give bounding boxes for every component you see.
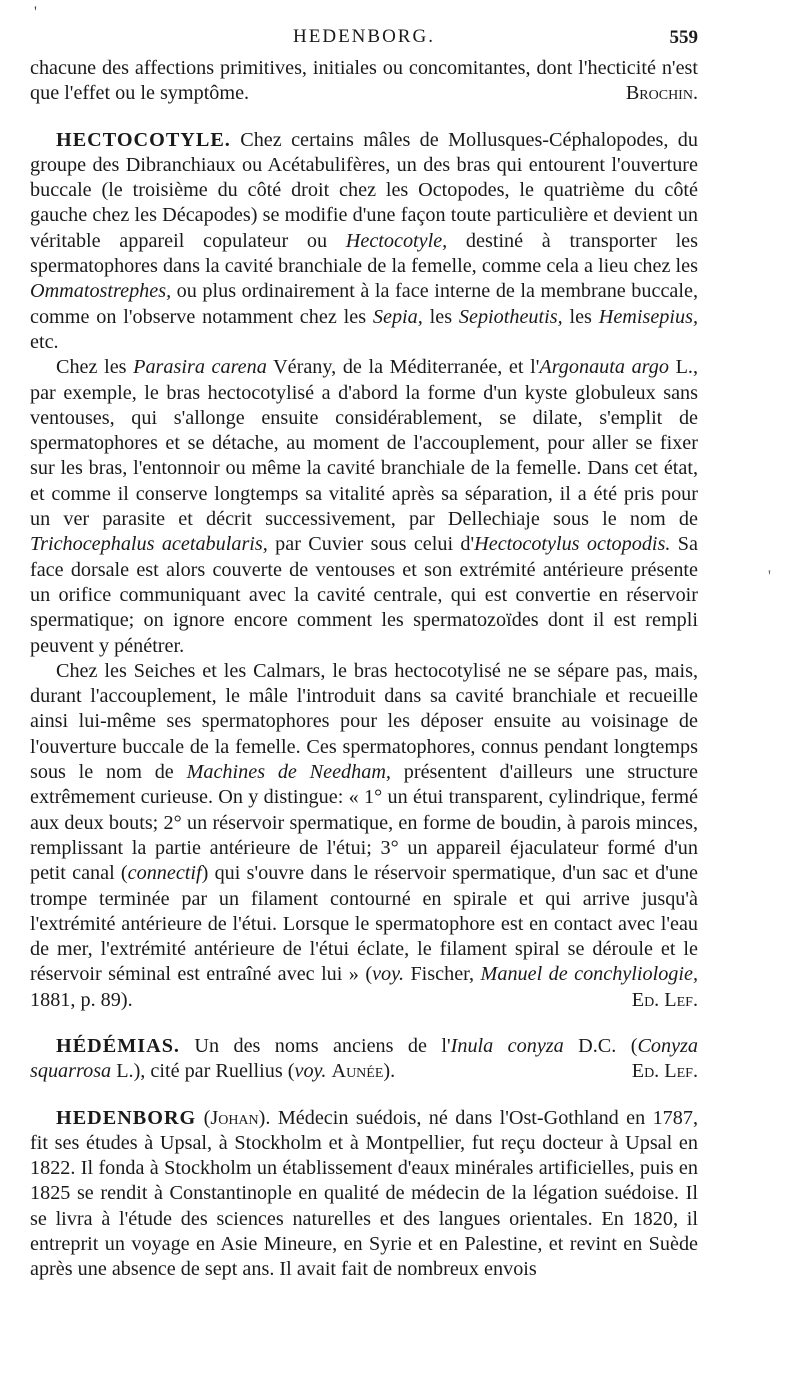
text-run: etc.: [30, 330, 59, 353]
paragraph-text: chacune des affections primitives, initiales ou concomitantes, dont l'hecticité n'est que l'effet ou le symptôme.: [30, 57, 698, 105]
page-header: [30, 26, 698, 50]
italic-term: connectif: [127, 862, 202, 885]
paragraph: [30, 1106, 698, 1283]
margin-mark: ': [34, 4, 37, 21]
page-number: 559: [669, 27, 698, 48]
text-run: L.), cité par Ruellius (: [111, 1060, 295, 1083]
headword: HEDENBORG: [56, 1106, 197, 1129]
italic-term: Hectocotyle,: [345, 229, 448, 252]
margin-mark: ': [768, 568, 771, 585]
text-run: 1881, p. 89).: [30, 988, 133, 1011]
text-run: destiné à transporter les spermatophores dans la cavité branchiale de la femelle, comme cela a lieu chez les: [30, 229, 699, 278]
author-signature: Ed. Lef.: [631, 988, 698, 1011]
paragraph: [30, 1034, 698, 1085]
text-run: Sa face dorsale est alors couverte de ventouses et son extrémité antérieure présente un orifice communiquant avec la cavité centrale, qui est convertie en réservoir spermatique; on ignore encore comment les spermatozoïdes dont il est rempli peuvent y pénétrer.: [30, 533, 698, 657]
italic-term: Machines de Needham,: [186, 761, 391, 784]
entry-hectocotyle: [30, 128, 698, 1013]
italic-term: voy.: [294, 1060, 327, 1083]
text-run: les: [562, 305, 599, 328]
author-signature: Brochin.: [625, 82, 698, 105]
italic-term: Inula conyza: [450, 1034, 564, 1057]
page-body: [30, 56, 698, 1283]
paragraph: [30, 659, 698, 1013]
text-run: ).: [383, 1060, 396, 1083]
text-run: Chez les Seiches et les Calmars, le bras hectocotylisé ne se sépare pas, mais, durant l'accouplement, le mâle l'introduit dans sa cavité branchiale et recueille ainsi lui-même ses spermatophores pour les déposer ensuite au voisinage de l'ouverture buccale de la femelle. Ces spermatophores, connus pendant longtemps sous le nom de: [30, 659, 698, 784]
author-signature: Ed. Lef.: [631, 1060, 698, 1083]
text-run: Vérany, de la Méditerranée, et l': [266, 356, 540, 379]
headword: HÉDÉMIAS.: [56, 1034, 180, 1057]
italic-term: Manuel de conchyliologie,: [480, 963, 699, 986]
text-run: (: [196, 1106, 211, 1129]
text-run: ou plus ordinairement à la face interne de la membrane buccale, comme on l'observe notamment chez les: [30, 280, 698, 328]
text-run: ) qui s'ouvre dans le réservoir spermatique, d'un sac et d'une trompe terminée par un filament contourné en spirale et qui arrive jusqu'à l'extrémité antérieure de l'étui. Lorsque le spermatophore est en contact avec l'eau de mer, l'extrémité antérieure de l'étui éclate, le filament spiral se déroule et le réservoir séminal est entraîné avec lui » (: [30, 862, 699, 986]
italic-term: Sepiotheutis,: [458, 305, 563, 328]
text-run: présentent d'ailleurs une structure extrêmement curieuse. On y distingue: « 1° un étui transparent, cylindrique, fermé aux deux bouts; 2° un réservoir spermatique, en forme de boudin, à parois minces, remplissant la partie antérieure de l'étui; 3° un appareil éjaculateur formé d'un petit canal (: [30, 761, 698, 885]
cross-reference: Aunée: [331, 1060, 384, 1083]
italic-term: Conyza squarrosa: [30, 1034, 698, 1083]
entry-hedemias: [30, 1034, 698, 1085]
entry-hedenborg: [30, 1106, 698, 1283]
text-run: D.C. (: [563, 1034, 638, 1057]
italic-term: Parasira carena: [133, 356, 267, 379]
text-run: Fischer,: [404, 963, 481, 986]
italic-term: Sepia,: [372, 305, 423, 328]
running-head: HEDENBORG.: [293, 26, 435, 47]
paragraph: [30, 355, 698, 659]
italic-term: Hectocotylus octopodis.: [474, 533, 671, 556]
paragraph: [30, 128, 698, 356]
italic-term: Trichocephalus acetabularis,: [30, 533, 268, 556]
italic-term: Argonauta argo: [539, 356, 669, 379]
entry-hecticite-end: [30, 56, 698, 107]
text-run: Chez certains mâles de Mollusques-Céphalopodes, du groupe des Dibranchiaux ou Acétabulifères, un des bras qui entourent l'ouverture buccale (le troisième du côté droit chez les Octopodes, le quatrième du côté gauche chez les Décapodes) se modifie d'une façon toute particulière et devient un véritable appareil copulateur ou: [30, 128, 698, 252]
italic-term: Ommatostrephes,: [30, 280, 172, 303]
text-run: par Cuvier sous celui d': [267, 533, 475, 556]
text-run: les: [422, 305, 459, 328]
text-run: ). Médecin suédois, né dans l'Ost-Gothland en 1787, fit ses études à Upsal, à Stockholm et à Montpellier, fut reçu docteur à Upsal en 1822. Il fonda à Stockholm un établissement d'eaux minérales artificielles, puis en 1825 se rendit à Constantinople en qualité de médecin de la légation suédoise. Il se livra à l'étude des sciences naturelles et des langues orientales. En 1820, il entreprit un voyage en Asie Mineure, en Syrie et en Palestine, et revint en Suède après une absence de sept ans. Il avait fait de nombreux envois: [30, 1106, 698, 1281]
italic-term: Hemisepius,: [598, 305, 698, 328]
text-run: Un des noms anciens de l': [179, 1034, 451, 1057]
text-run: Chez les: [56, 356, 134, 379]
first-name: Johan: [210, 1106, 259, 1129]
italic-term: voy.: [372, 963, 405, 986]
headword: HECTOCOTYLE.: [56, 128, 231, 151]
text-run: L., par exemple, le bras hectocotylisé a d'abord la forme d'un kyste globuleux sans ventouses, qui s'allonge ensuite considérablement, se dilate, s'emplit de spermatophores et se détache, au moment de l'accouplement, pour aller se fixer sur les bras, l'entonnoir ou même la cavité branchiale de la femelle. Dans cet état, et comme il conserve longtemps sa vitalité après sa séparation, il a été pris pour un ver parasite et décrit successivement, par Dellechiaje sous le nom de: [30, 356, 699, 531]
